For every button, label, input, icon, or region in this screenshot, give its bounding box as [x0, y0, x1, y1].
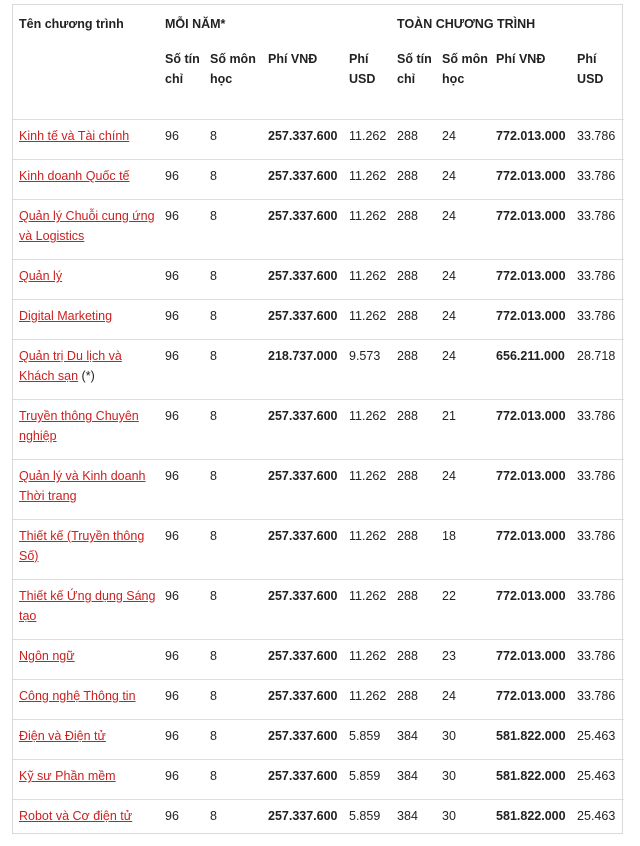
- credits-total-cell: 384: [397, 729, 418, 743]
- credits-year-cell: 96: [165, 269, 179, 283]
- credits-total-cell: 288: [397, 129, 418, 143]
- credits-total-cell: 288: [397, 589, 418, 603]
- courses-year-cell: 8: [210, 809, 217, 823]
- header-per-year: MỖI NĂM*: [165, 17, 226, 31]
- program-cell: [13, 520, 159, 580]
- courses-year-cell: 8: [210, 649, 217, 663]
- usd-total-cell: 33.786: [577, 309, 616, 323]
- vnd-year-cell: 257.337.600: [268, 309, 338, 323]
- courses-total-cell: 22: [442, 589, 456, 603]
- vnd-total-cell: 772.013.000: [496, 129, 566, 143]
- program-cell: [13, 300, 159, 340]
- courses-total-cell: 24: [442, 129, 456, 143]
- credits-total-cell: 384: [397, 809, 418, 823]
- program-cell: [13, 760, 159, 800]
- vnd-total-cell: 581.822.000: [496, 729, 566, 743]
- program-cell: [13, 120, 159, 160]
- courses-year-cell: 8: [210, 209, 217, 223]
- program-link[interactable]: Công nghệ Thông tin: [19, 689, 136, 703]
- credits-year-cell: 96: [165, 689, 179, 703]
- courses-year-cell: 8: [210, 689, 217, 703]
- program-link[interactable]: Truyền thông Chuyên nghiệp: [19, 409, 139, 443]
- table-row: [13, 300, 624, 340]
- table-row: [13, 120, 624, 160]
- program-link[interactable]: Kỹ sư Phần mềm: [19, 769, 116, 783]
- table-row: [13, 260, 624, 300]
- credits-year-cell: 96: [165, 129, 179, 143]
- program-link[interactable]: Kinh doanh Quốc tế: [19, 169, 130, 183]
- program-cell: [13, 640, 159, 680]
- usd-year-cell: 9.573: [349, 349, 381, 363]
- vnd-total-cell: 581.822.000: [496, 769, 566, 783]
- credits-year-cell: 96: [165, 589, 179, 603]
- program-link[interactable]: Quản lý Chuỗi cung ứng và Logistics: [19, 209, 155, 243]
- vnd-year-cell: 257.337.600: [268, 269, 338, 283]
- usd-year-cell: 11.262: [349, 269, 387, 283]
- credits-year-cell: 96: [165, 169, 179, 183]
- credits-year-cell: 96: [165, 349, 179, 363]
- vnd-year-cell: 257.337.600: [268, 469, 338, 483]
- courses-total-cell: 30: [442, 769, 456, 783]
- credits-total-cell: 288: [397, 309, 418, 323]
- courses-year-cell: 8: [210, 309, 217, 323]
- program-cell: [13, 340, 159, 400]
- header-vnd-year: Phí VNĐ: [268, 52, 318, 66]
- vnd-year-cell: 257.337.600: [268, 529, 338, 543]
- credits-year-cell: 96: [165, 809, 179, 823]
- courses-total-cell: 21: [442, 409, 456, 423]
- courses-total-cell: 23: [442, 649, 456, 663]
- vnd-total-cell: 772.013.000: [496, 209, 566, 223]
- vnd-year-cell: 218.737.000: [268, 349, 338, 363]
- courses-total-cell: 18: [442, 529, 456, 543]
- program-link[interactable]: Điện và Điện tử: [19, 729, 106, 743]
- courses-year-cell: 8: [210, 729, 217, 743]
- table-row: [13, 200, 624, 260]
- credits-total-cell: 288: [397, 409, 418, 423]
- header-group-row: [13, 5, 624, 44]
- credits-total-cell: 288: [397, 529, 418, 543]
- table-row: [13, 580, 624, 640]
- vnd-year-cell: 257.337.600: [268, 209, 338, 223]
- courses-total-cell: 24: [442, 169, 456, 183]
- courses-total-cell: 24: [442, 689, 456, 703]
- table-row: [13, 680, 624, 720]
- table-row: [13, 520, 624, 580]
- credits-year-cell: 96: [165, 469, 179, 483]
- header-vnd-total: Phí VNĐ: [496, 52, 546, 66]
- usd-total-cell: 25.463: [577, 769, 616, 783]
- header-credits-total: Số tín chỉ: [397, 52, 432, 86]
- vnd-year-cell: 257.337.600: [268, 689, 338, 703]
- vnd-total-cell: 772.013.000: [496, 689, 566, 703]
- program-link[interactable]: Quản lý: [19, 269, 63, 283]
- credits-total-cell: 288: [397, 689, 418, 703]
- credits-total-cell: 288: [397, 649, 418, 663]
- program-cell: [13, 680, 159, 720]
- usd-total-cell: 33.786: [577, 649, 616, 663]
- courses-year-cell: 8: [210, 529, 217, 543]
- vnd-year-cell: 257.337.600: [268, 649, 338, 663]
- usd-total-cell: 25.463: [577, 809, 616, 823]
- courses-total-cell: 30: [442, 729, 456, 743]
- program-cell: [13, 160, 159, 200]
- usd-year-cell: 11.262: [349, 469, 387, 483]
- credits-year-cell: 96: [165, 729, 179, 743]
- usd-total-cell: 33.786: [577, 529, 616, 543]
- credits-total-cell: 288: [397, 209, 418, 223]
- usd-year-cell: 11.262: [349, 649, 387, 663]
- vnd-total-cell: 772.013.000: [496, 409, 566, 423]
- usd-total-cell: 33.786: [577, 169, 616, 183]
- courses-total-cell: 24: [442, 349, 456, 363]
- usd-total-cell: 33.786: [577, 409, 616, 423]
- credits-total-cell: 384: [397, 769, 418, 783]
- header-program: Tên chương trình: [19, 17, 124, 31]
- courses-total-cell: 24: [442, 209, 456, 223]
- vnd-total-cell: 772.013.000: [496, 469, 566, 483]
- tuition-table: [13, 5, 624, 839]
- vnd-year-cell: 257.337.600: [268, 169, 338, 183]
- credits-year-cell: 96: [165, 409, 179, 423]
- credits-year-cell: 96: [165, 529, 179, 543]
- usd-year-cell: 11.262: [349, 309, 387, 323]
- usd-year-cell: 11.262: [349, 689, 387, 703]
- usd-total-cell: 33.786: [577, 269, 616, 283]
- usd-total-cell: 33.786: [577, 589, 616, 603]
- credits-year-cell: 96: [165, 769, 179, 783]
- courses-total-cell: 24: [442, 309, 456, 323]
- table-row: [13, 460, 624, 520]
- usd-total-cell: 33.786: [577, 209, 616, 223]
- usd-year-cell: 5.859: [349, 729, 381, 743]
- table-row: [13, 760, 624, 800]
- credits-total-cell: 288: [397, 269, 418, 283]
- vnd-total-cell: 772.013.000: [496, 309, 566, 323]
- courses-year-cell: 8: [210, 769, 217, 783]
- usd-year-cell: 11.262: [349, 129, 387, 143]
- table-row: [13, 720, 624, 760]
- program-link[interactable]: Quản lý và Kinh doanh Thời trang: [19, 469, 146, 503]
- credits-year-cell: 96: [165, 649, 179, 663]
- courses-year-cell: 8: [210, 349, 217, 363]
- program-cell: [13, 800, 159, 840]
- courses-total-cell: 30: [442, 809, 456, 823]
- courses-year-cell: 8: [210, 589, 217, 603]
- vnd-year-cell: 257.337.600: [268, 129, 338, 143]
- program-cell: [13, 400, 159, 460]
- vnd-total-cell: 772.013.000: [496, 269, 566, 283]
- credits-total-cell: 288: [397, 169, 418, 183]
- usd-year-cell: 11.262: [349, 209, 387, 223]
- usd-year-cell: 11.262: [349, 529, 387, 543]
- header-credits-year: Số tín chỉ: [165, 52, 200, 86]
- header-courses-year: Số môn học: [210, 52, 256, 86]
- vnd-total-cell: 772.013.000: [496, 529, 566, 543]
- usd-year-cell: 11.262: [349, 589, 387, 603]
- usd-total-cell: 25.463: [577, 729, 616, 743]
- vnd-year-cell: 257.337.600: [268, 729, 338, 743]
- vnd-total-cell: 772.013.000: [496, 169, 566, 183]
- program-link[interactable]: Thiết kế Ứng dụng Sáng tạo: [19, 589, 156, 623]
- usd-year-cell: 11.262: [349, 409, 387, 423]
- usd-total-cell: 33.786: [577, 129, 616, 143]
- header-usd-year: Phí USD: [349, 52, 376, 86]
- table-row: [13, 400, 624, 460]
- vnd-total-cell: 772.013.000: [496, 589, 566, 603]
- program-cell: [13, 460, 159, 520]
- credits-total-cell: 288: [397, 469, 418, 483]
- courses-year-cell: 8: [210, 469, 217, 483]
- credits-year-cell: 96: [165, 209, 179, 223]
- vnd-year-cell: 257.337.600: [268, 409, 338, 423]
- header-usd-total: Phí USD: [577, 52, 604, 86]
- vnd-year-cell: 257.337.600: [268, 809, 338, 823]
- vnd-total-cell: 772.013.000: [496, 649, 566, 663]
- table-row: [13, 800, 624, 840]
- courses-year-cell: 8: [210, 409, 217, 423]
- program-link[interactable]: Ngôn ngữ: [19, 649, 75, 663]
- program-link[interactable]: Digital Marketing: [19, 309, 113, 323]
- usd-total-cell: 33.786: [577, 689, 616, 703]
- program-link[interactable]: Robot và Cơ điện tử: [19, 809, 133, 823]
- program-note: (*): [78, 369, 95, 383]
- courses-year-cell: 8: [210, 169, 217, 183]
- courses-total-cell: 24: [442, 269, 456, 283]
- vnd-total-cell: 656.211.000: [496, 349, 565, 363]
- vnd-total-cell: 581.822.000: [496, 809, 566, 823]
- vnd-year-cell: 257.337.600: [268, 769, 338, 783]
- header-courses-total: Số môn học: [442, 52, 488, 86]
- program-cell: [13, 260, 159, 300]
- usd-total-cell: 28.718: [577, 349, 616, 363]
- table-row: [13, 640, 624, 680]
- program-cell: [13, 580, 159, 640]
- program-cell: [13, 720, 159, 760]
- table-row: [13, 340, 624, 400]
- usd-year-cell: 5.859: [349, 769, 381, 783]
- vnd-year-cell: 257.337.600: [268, 589, 338, 603]
- header-whole-program: TOÀN CHƯƠNG TRÌNH: [397, 17, 536, 31]
- usd-year-cell: 5.859: [349, 809, 381, 823]
- program-link[interactable]: Thiết kế (Truyền thông Số): [19, 529, 145, 563]
- tuition-table-container: [12, 4, 623, 834]
- program-link[interactable]: Kinh tế và Tài chính: [19, 129, 130, 143]
- courses-year-cell: 8: [210, 269, 217, 283]
- credits-total-cell: 288: [397, 349, 418, 363]
- courses-year-cell: 8: [210, 129, 217, 143]
- usd-year-cell: 11.262: [349, 169, 387, 183]
- program-cell: [13, 200, 159, 260]
- courses-total-cell: 24: [442, 469, 456, 483]
- credits-year-cell: 96: [165, 309, 179, 323]
- table-row: [13, 160, 624, 200]
- program-link[interactable]: Quản trị Du lịch và Khách sạn: [19, 349, 122, 383]
- usd-total-cell: 33.786: [577, 469, 616, 483]
